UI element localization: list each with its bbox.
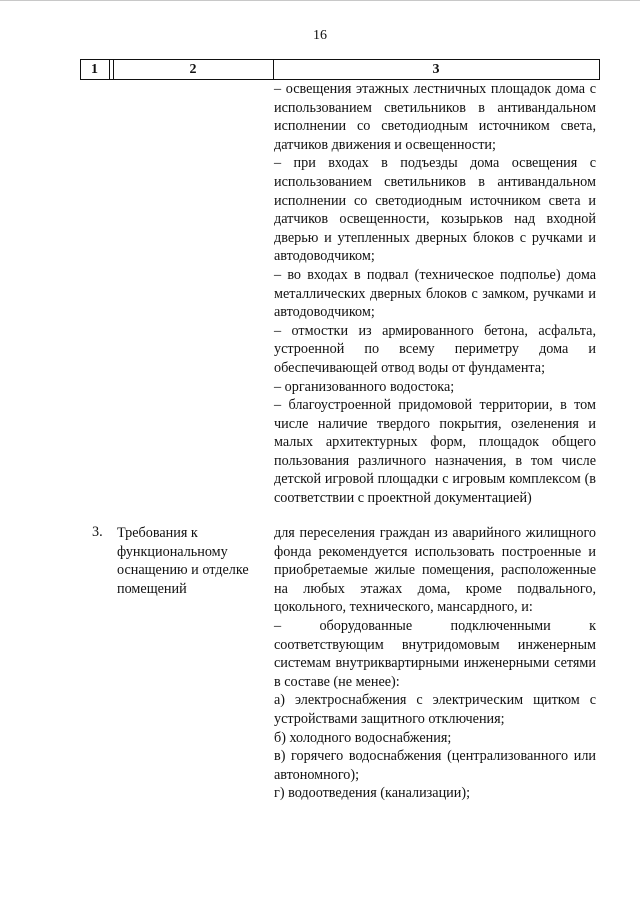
header-col-2: 2 [189, 62, 197, 77]
list-item: – отмостки из армированного бетона, асфальта, устроенной по всему периметру дома и обеспечивающей отвод воды от фундамента; [274, 322, 596, 376]
list-item: г) водоотведения (канализации); [274, 785, 471, 802]
row-title: Требования к функциональному оснащению и отделке помещений [117, 525, 249, 597]
list-item: – благоустроенной придомовой территории, в том числе наличие твердого покрытия, озеленения и малых архитектурных форм, площадок общего пользования различного назначения, в том числе детской игровой площадки с игровым комплексом (в соответствии с проектной документацией) [274, 397, 596, 507]
table-border-col1 [109, 60, 110, 79]
list-item: в) горячего водоснабжения (централизованного или автономного); [274, 748, 596, 783]
list-item: – организованного водостока; [274, 378, 455, 395]
list-item: а) электроснабжения с электрическим щитком с устройствами защитного отключения; [274, 692, 596, 727]
list-item: для переселения граждан из аварийного жилищного фонда рекомендуется использовать построенные и приобретаемые жилые помещения, расположенные на любых этажах дома, кроме подвального, цокольного, технического, мансардного, и: [274, 525, 596, 616]
list-item: – при входах в подъезды дома освещения с использованием светильников в антивандальном исполнении со светодиодным источником света и датчиков освещенности, козырьков над входной дверью и утепленных дверных блоков с ручками и автодоводчиком; [274, 155, 596, 265]
list-item: б) холодного водоснабжения; [274, 729, 452, 746]
row-number: 3. [92, 524, 103, 540]
page-top-edge [0, 0, 640, 1]
list-item: – оборудованные подключенными к соответствующим внутридомовым инженерным системам внутриквартирными инженерными сетями в составе (не менее): [274, 617, 596, 690]
header-col-1: 1 [91, 62, 98, 77]
page-number: 16 [313, 28, 327, 43]
table-header-row [80, 59, 600, 80]
list-item: – во входах в подвал (техническое подполье) дома металлических дверных блоков с замком, ручками и автодоводчиком; [274, 266, 596, 321]
continuation-list [274, 80, 596, 508]
table-border-right [599, 60, 600, 79]
header-col-3: 3 [432, 62, 440, 77]
row-requirements-list [274, 524, 596, 803]
list-item: – освещения этажных лестничных площадок дома с использованием светильников в антивандальном исполнении со светодиодным источником света, датчиков движения и освещенности; [274, 81, 596, 153]
